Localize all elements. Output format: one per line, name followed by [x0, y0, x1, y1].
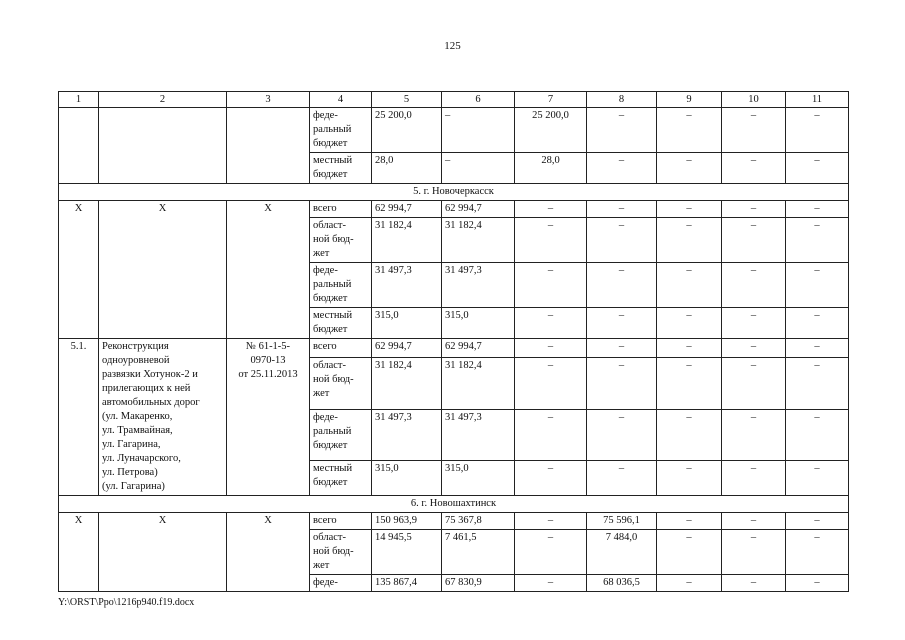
budget-source-cell: всего	[310, 513, 372, 530]
budget-source-cell: област- ной бюд- жет	[310, 218, 372, 263]
object-name-cell: Реконструкция одноуровневой развязки Хотунок-2 и прилегающих к ней автомобильных дорог (ул. Макаренко, ул. Трамвайная, ул. Гагарина, ул. Луначарского, ул. Петрова) (ул. Гагарина)	[99, 339, 227, 496]
budget-source-cell: феде- ральный бюджет	[310, 263, 372, 308]
value-cell: 75 367,8	[442, 513, 515, 530]
value-cell: –	[515, 409, 587, 460]
value-cell: –	[442, 108, 515, 153]
table-row	[59, 108, 849, 153]
value-cell: –	[786, 308, 849, 339]
budget-table	[58, 91, 849, 592]
value-cell: 68 036,5	[587, 575, 657, 592]
column-number-cell: 4	[310, 92, 372, 108]
value-cell: 31 182,4	[372, 358, 442, 409]
value-cell: –	[442, 153, 515, 184]
value-cell: –	[515, 358, 587, 409]
budget-source-cell: всего	[310, 201, 372, 218]
value-cell: 31 497,3	[442, 409, 515, 460]
value-cell: –	[657, 513, 722, 530]
value-cell: –	[786, 201, 849, 218]
value-cell: –	[786, 575, 849, 592]
value-cell: –	[722, 358, 786, 409]
value-cell: –	[722, 513, 786, 530]
table-row	[59, 201, 849, 218]
value-cell: –	[587, 460, 657, 495]
column-number-cell: 8	[587, 92, 657, 108]
column-number-cell: 9	[657, 92, 722, 108]
project-doc-cell: № 61-1-5- 0970-13 от 25.11.2013	[227, 339, 310, 496]
value-cell: –	[657, 409, 722, 460]
budget-source-cell: област- ной бюд- жет	[310, 358, 372, 409]
budget-source-cell: феде- ральный бюджет	[310, 108, 372, 153]
column-number-cell: 2	[99, 92, 227, 108]
value-cell: –	[786, 339, 849, 358]
empty-cell	[99, 108, 227, 184]
value-cell: 25 200,0	[372, 108, 442, 153]
project-doc-cell: Х	[227, 201, 310, 339]
value-cell: –	[515, 201, 587, 218]
value-cell: 75 596,1	[587, 513, 657, 530]
value-cell: 135 867,4	[372, 575, 442, 592]
empty-cell	[59, 108, 99, 184]
value-cell: –	[587, 263, 657, 308]
column-number-cell: 6	[442, 92, 515, 108]
value-cell: –	[587, 153, 657, 184]
value-cell: –	[786, 263, 849, 308]
value-cell: –	[587, 108, 657, 153]
column-number-cell: 5	[372, 92, 442, 108]
item-number-cell: Х	[59, 201, 99, 339]
section-row	[59, 496, 849, 513]
value-cell: –	[722, 218, 786, 263]
value-cell: –	[657, 530, 722, 575]
column-number-cell: 10	[722, 92, 786, 108]
item-number-cell: Х	[59, 513, 99, 592]
page-number: 125	[444, 40, 461, 52]
budget-source-cell: област- ной бюд- жет	[310, 530, 372, 575]
project-doc-cell: Х	[227, 513, 310, 592]
value-cell: –	[515, 530, 587, 575]
value-cell: –	[515, 513, 587, 530]
value-cell: –	[786, 460, 849, 495]
value-cell: –	[786, 108, 849, 153]
section-row	[59, 184, 849, 201]
empty-cell	[227, 108, 310, 184]
table-row	[59, 339, 849, 358]
value-cell: –	[657, 358, 722, 409]
value-cell: –	[786, 218, 849, 263]
value-cell: –	[722, 530, 786, 575]
value-cell: 315,0	[442, 308, 515, 339]
value-cell: 14 945,5	[372, 530, 442, 575]
value-cell: 28,0	[372, 153, 442, 184]
value-cell: 31 497,3	[372, 263, 442, 308]
budget-source-cell: местный бюджет	[310, 308, 372, 339]
budget-source-cell: местный бюджет	[310, 153, 372, 184]
value-cell: –	[722, 263, 786, 308]
value-cell: –	[515, 218, 587, 263]
column-number-cell: 1	[59, 92, 99, 108]
value-cell: –	[587, 339, 657, 358]
value-cell: –	[657, 575, 722, 592]
value-cell: –	[722, 575, 786, 592]
value-cell: 31 182,4	[442, 218, 515, 263]
value-cell: –	[657, 153, 722, 184]
value-cell: –	[657, 339, 722, 358]
value-cell: –	[587, 308, 657, 339]
value-cell: –	[587, 218, 657, 263]
value-cell: –	[722, 201, 786, 218]
column-number-row	[59, 92, 849, 108]
value-cell: –	[786, 409, 849, 460]
value-cell: 7 484,0	[587, 530, 657, 575]
section-title: 6. г. Новошахтинск	[59, 496, 849, 513]
value-cell: 31 497,3	[372, 409, 442, 460]
value-cell: 31 182,4	[372, 218, 442, 263]
value-cell: 31 182,4	[442, 358, 515, 409]
value-cell: 315,0	[372, 460, 442, 495]
value-cell: –	[515, 263, 587, 308]
budget-source-cell: всего	[310, 339, 372, 358]
column-number-cell: 3	[227, 92, 310, 108]
object-name-cell: Х	[99, 513, 227, 592]
value-cell: –	[657, 460, 722, 495]
value-cell: –	[722, 153, 786, 184]
value-cell: 150 963,9	[372, 513, 442, 530]
value-cell: –	[722, 108, 786, 153]
value-cell: –	[515, 308, 587, 339]
value-cell: –	[722, 409, 786, 460]
value-cell: 315,0	[372, 308, 442, 339]
section-title: 5. г. Новочеркасск	[59, 184, 849, 201]
value-cell: 62 994,7	[442, 339, 515, 358]
value-cell: –	[515, 460, 587, 495]
value-cell: –	[657, 201, 722, 218]
budget-source-cell: феде-	[310, 575, 372, 592]
value-cell: –	[722, 339, 786, 358]
value-cell: –	[786, 153, 849, 184]
file-path-footer: Y:\ORST\Ppo\1216p940.f19.docx	[58, 597, 195, 608]
column-number-cell: 7	[515, 92, 587, 108]
value-cell: 62 994,7	[372, 339, 442, 358]
value-cell: 31 497,3	[442, 263, 515, 308]
value-cell: –	[786, 358, 849, 409]
value-cell: –	[722, 460, 786, 495]
value-cell: –	[786, 513, 849, 530]
value-cell: –	[515, 339, 587, 358]
value-cell: –	[657, 308, 722, 339]
column-number-cell: 11	[786, 92, 849, 108]
value-cell: 62 994,7	[372, 201, 442, 218]
object-name-cell: Х	[99, 201, 227, 339]
value-cell: 25 200,0	[515, 108, 587, 153]
budget-source-cell: местный бюджет	[310, 460, 372, 495]
value-cell: 67 830,9	[442, 575, 515, 592]
value-cell: –	[657, 108, 722, 153]
value-cell: –	[587, 409, 657, 460]
value-cell: 315,0	[442, 460, 515, 495]
value-cell: 7 461,5	[442, 530, 515, 575]
value-cell: –	[786, 530, 849, 575]
table-row	[59, 513, 849, 530]
value-cell: –	[515, 575, 587, 592]
value-cell: 62 994,7	[442, 201, 515, 218]
budget-source-cell: феде- ральный бюджет	[310, 409, 372, 460]
value-cell: –	[722, 308, 786, 339]
value-cell: –	[657, 263, 722, 308]
value-cell: 28,0	[515, 153, 587, 184]
value-cell: –	[657, 218, 722, 263]
value-cell: –	[587, 358, 657, 409]
value-cell: –	[587, 201, 657, 218]
item-number-cell: 5.1.	[59, 339, 99, 496]
